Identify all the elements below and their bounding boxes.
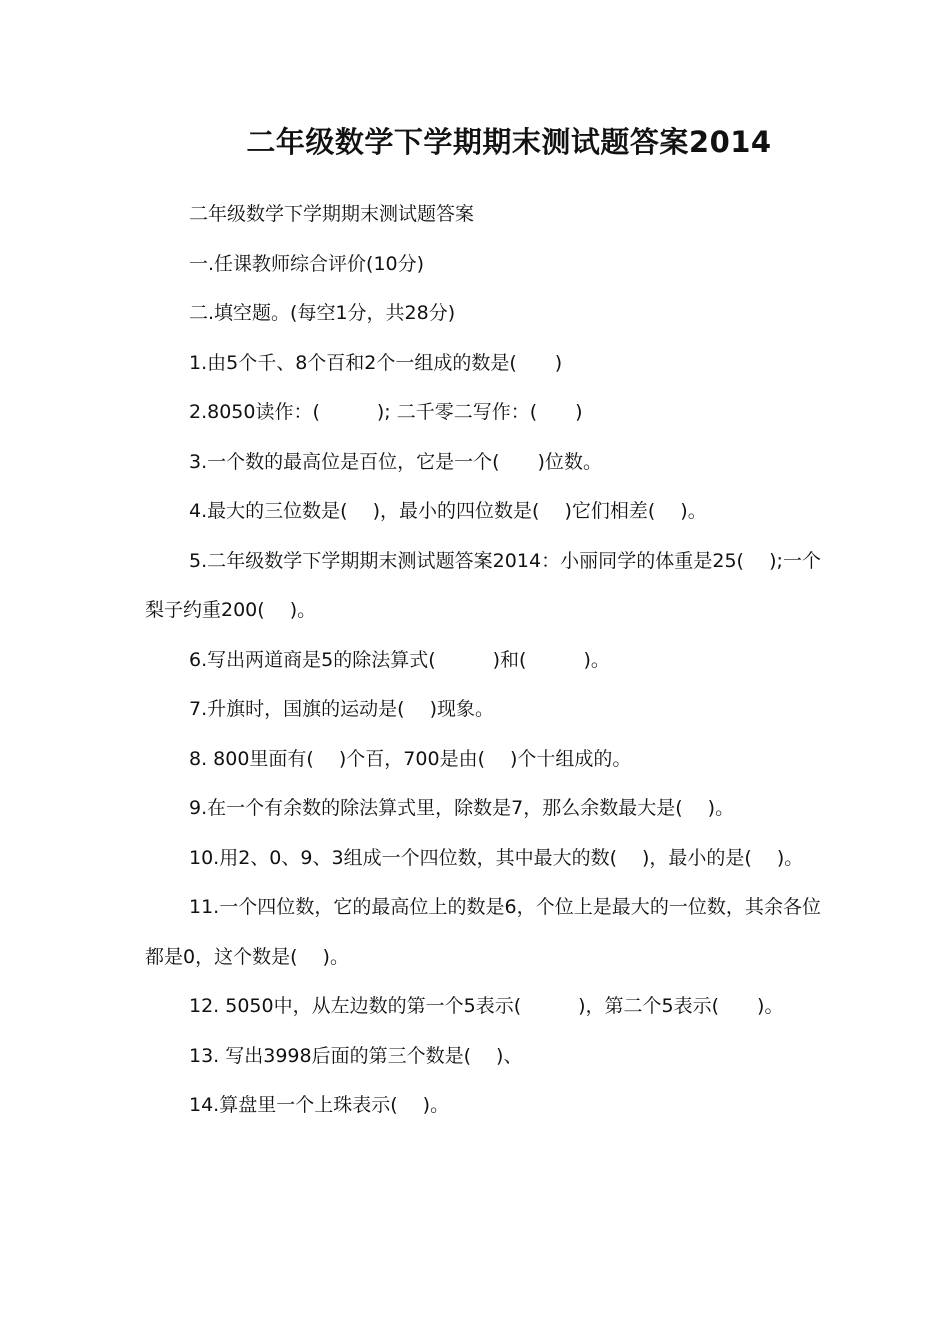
question-9: 9.在一个有余数的除法算式里，除数是7，那么余数最大是( )。 [189, 797, 735, 819]
question-5: 5.二年级数学下学期期末测试题答案2014：小丽同学的体重是25( );一个梨子约重200( )。 [145, 549, 821, 621]
question-7: 7.升旗时，国旗的运动是( )现象。 [189, 698, 494, 720]
paragraph-subtitle: 二年级数学下学期期末测试题答案 [189, 203, 475, 225]
question-12: 12. 5050中，从左边数的第一个5表示( )，第二个5表示( )。 [189, 995, 784, 1017]
question-4: 4.最大的三位数是( )，最小的四位数是( )它们相差( )。 [189, 500, 707, 522]
question-11: 11.一个四位数，它的最高位上的数是6，个位上是最大的一位数，其余各位都是0，这个数是( )。 [145, 896, 821, 968]
question-13: 13. 写出3998后面的第三个数是( )、 [189, 1044, 523, 1067]
question-8: 8. 800里面有( )个百，700是由( )个十组成的。 [189, 747, 632, 770]
document-body [145, 190, 821, 1131]
question-10: 10.用2、0、9、3组成一个四位数，其中最大的数( )，最小的是( )。 [189, 846, 804, 869]
question-14: 14.算盘里一个上珠表示( )。 [189, 1094, 450, 1116]
question-2: 2.8050读作：( ); 二千零二写作：( ) [189, 401, 583, 423]
question-3: 3.一个数的最高位是百位，它是一个( )位数。 [189, 450, 602, 473]
paragraph-section-2: 二.填空题。(每空1分，共28分) [189, 302, 456, 324]
question-6: 6.写出两道商是5的除法算式( )和( )。 [189, 648, 610, 671]
paragraph-section-1: 一.任课教师综合评价(10分) [189, 252, 425, 275]
question-1: 1.由5个千、8个百和2个一组成的数是( ) [189, 351, 563, 374]
document-title: 二年级数学下学期期末测试题答案2014 [246, 125, 772, 159]
